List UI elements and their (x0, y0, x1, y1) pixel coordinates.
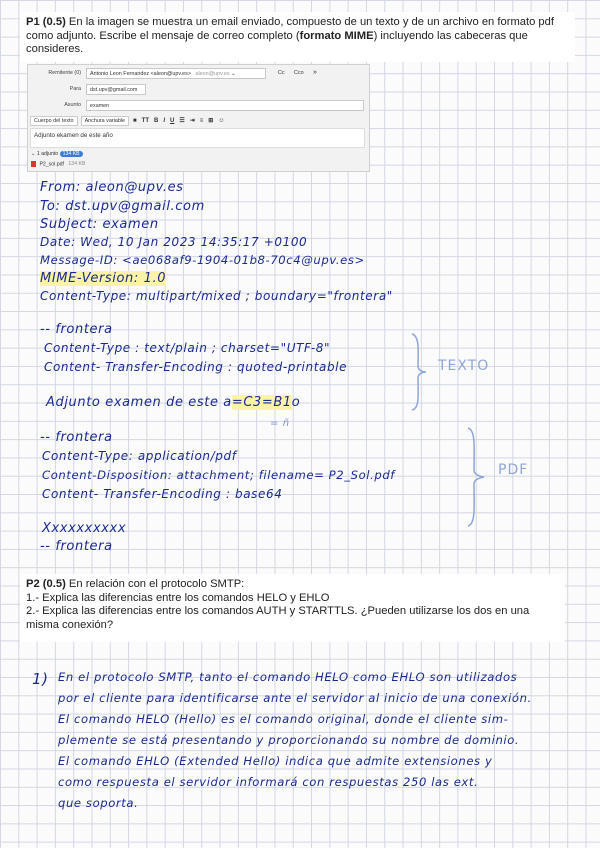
attachment-file[interactable] (31, 161, 85, 167)
question-2 (20, 574, 565, 642)
answer-line-4: plemente se está presentando y proporcionando su nombre de dominio. (58, 733, 520, 747)
email-compose-screenshot (27, 64, 370, 172)
subject-label: Asunto (64, 102, 81, 108)
mime-from: From: aleon@upv.es (40, 180, 184, 195)
from-row (28, 68, 369, 80)
mime-text-transfer-encoding: Content- Transfer-Encoding : quoted-printable (44, 360, 348, 374)
indent-icon[interactable]: ⇥ (189, 118, 195, 124)
align-icon[interactable]: ≡ (199, 117, 204, 124)
answer-line-5: El comando EHLO (Extended Hello) indica que admite extensiones y (58, 754, 493, 768)
body-part-3: o (291, 395, 301, 410)
link-icon[interactable]: ⊞ (208, 118, 214, 124)
answer-line-6: como respuesta el servidor informará con respuestas 250 las ext. (58, 775, 479, 789)
question-2-item-2: 2.- Explica las diferencias entre los comandos AUTH y STARTTLS. ¿Pueden utilizarse los dos en una misma conexión? (26, 605, 530, 631)
cc-button[interactable]: Cc (278, 70, 285, 76)
enye-note: = ñ (270, 418, 290, 429)
mime-boundary-1: -- frontera (40, 322, 113, 337)
mime-pdf-transfer-encoding: Content- Transfer-Encoding : base64 (42, 487, 283, 501)
question-1-text-end: ) incluyendo las cabeceras que consideres. (26, 29, 528, 56)
email-body[interactable]: Adjunto ekamen de este año (30, 128, 365, 148)
to-label: Para (69, 86, 81, 92)
to-value: dst.upv@gmail.com (90, 87, 138, 93)
format-toolbar (30, 115, 225, 126)
pdf-icon (31, 161, 36, 167)
to-row (28, 84, 369, 96)
body-encoded-enye: =C3=B1 (231, 395, 292, 410)
bcc-button[interactable]: Cco (294, 70, 304, 76)
attachment-file-name: P2_sol.pdf (39, 161, 64, 168)
question-1-bold: formato MIME (299, 29, 374, 42)
question-2-intro: En relación con el protocolo SMTP: (68, 578, 245, 590)
chevron-down-icon: ⌄ (231, 71, 236, 77)
mime-subject: Subject: examen (40, 217, 159, 232)
mime-pdf-content-type: Content-Type: application/pdf (42, 449, 237, 463)
format-select[interactable]: Cuerpo del texto (30, 116, 78, 126)
subject-input[interactable] (86, 100, 364, 111)
mime-text-content-type: Content-Type : text/plain ; charset="UTF-8" (44, 341, 331, 355)
attachments-size-badge: 134 KB (60, 151, 83, 157)
bold-icon[interactable]: B (154, 117, 159, 124)
color-icon[interactable]: ■ (133, 117, 137, 124)
answer-line-7: que soporta. (58, 796, 139, 810)
text-part-label: TEXTO (438, 358, 490, 374)
mime-version: MIME-Version: 1.0 (40, 271, 167, 286)
answer-number: 1) (32, 670, 49, 688)
chevron-down-icon: ⌄ (31, 151, 36, 157)
question-1-text: En la imagen se muestra un email enviado, compuesto de un texto y de un archivo en formato pdf como adjunto. Escribe el mensaje de correo completo ( (26, 16, 554, 42)
attachments-header[interactable] (31, 151, 83, 157)
pdf-part-label: PDF (498, 462, 529, 478)
question-2-number: P2 (0.5) (26, 578, 66, 590)
underline-icon[interactable]: U (170, 117, 175, 124)
answer-line-1: En el protocolo SMTP, tanto el comando HELO como EHLO son utilizados (58, 670, 518, 684)
question-1-number: P1 (0.5) (26, 16, 66, 28)
text-part-brace (408, 332, 432, 412)
question-1 (20, 12, 575, 62)
mime-boundary-3: -- frontera (40, 539, 113, 554)
italic-icon[interactable]: I (163, 117, 166, 124)
from-value: Antonio Leon Fernandez <aleon@upv.es> (90, 71, 191, 77)
mime-date: Date: Wed, 10 Jan 2023 14:35:17 +0100 (40, 235, 308, 249)
mime-message-id: Message-ID: <ae068af9-1904-01b8-70c4@upv.es> (40, 253, 365, 267)
to-chip[interactable] (86, 84, 146, 95)
attachments-label: 1 adjunto (36, 151, 59, 157)
more-icon[interactable]: » (313, 69, 317, 76)
font-size-icon[interactable]: TT (141, 117, 149, 124)
from-field[interactable] (86, 68, 266, 79)
mime-text-body (46, 395, 300, 410)
question-2-item-1: 1.- Explica las diferencias entre los comandos HELO y EHLO (26, 591, 330, 604)
attachment-file-size: 134 KB (68, 161, 86, 168)
list-icon[interactable]: ☰ (179, 118, 185, 124)
answer-line-2: por el cliente para identificarse ante el servidor al inicio de una conexión. (58, 691, 532, 705)
subject-value: examen (90, 103, 110, 109)
pdf-part-brace (464, 426, 490, 528)
mime-pdf-content-disposition: Content-Disposition: attachment; filename= P2_Sol.pdf (42, 468, 395, 482)
mime-pdf-data: Xxxxxxxxxx (42, 521, 127, 536)
subject-row (28, 100, 369, 112)
mime-boundary-2: -- frontera (40, 430, 113, 445)
width-select[interactable]: Anchura variable (81, 116, 129, 126)
body-part-1: Adjunto examen de este a (46, 395, 232, 410)
answer-line-3: El comando HELO (Hello) es el comando original, donde el cliente sim- (58, 712, 509, 726)
from-hint: aleon@upv.es (195, 71, 230, 77)
emoji-icon[interactable]: ☺ (218, 117, 225, 124)
from-label: Remitente (0) (48, 70, 81, 76)
mime-content-type: Content-Type: multipart/mixed ; boundary="frontera" (40, 289, 393, 303)
mime-to: To: dst.upv@gmail.com (40, 199, 205, 214)
